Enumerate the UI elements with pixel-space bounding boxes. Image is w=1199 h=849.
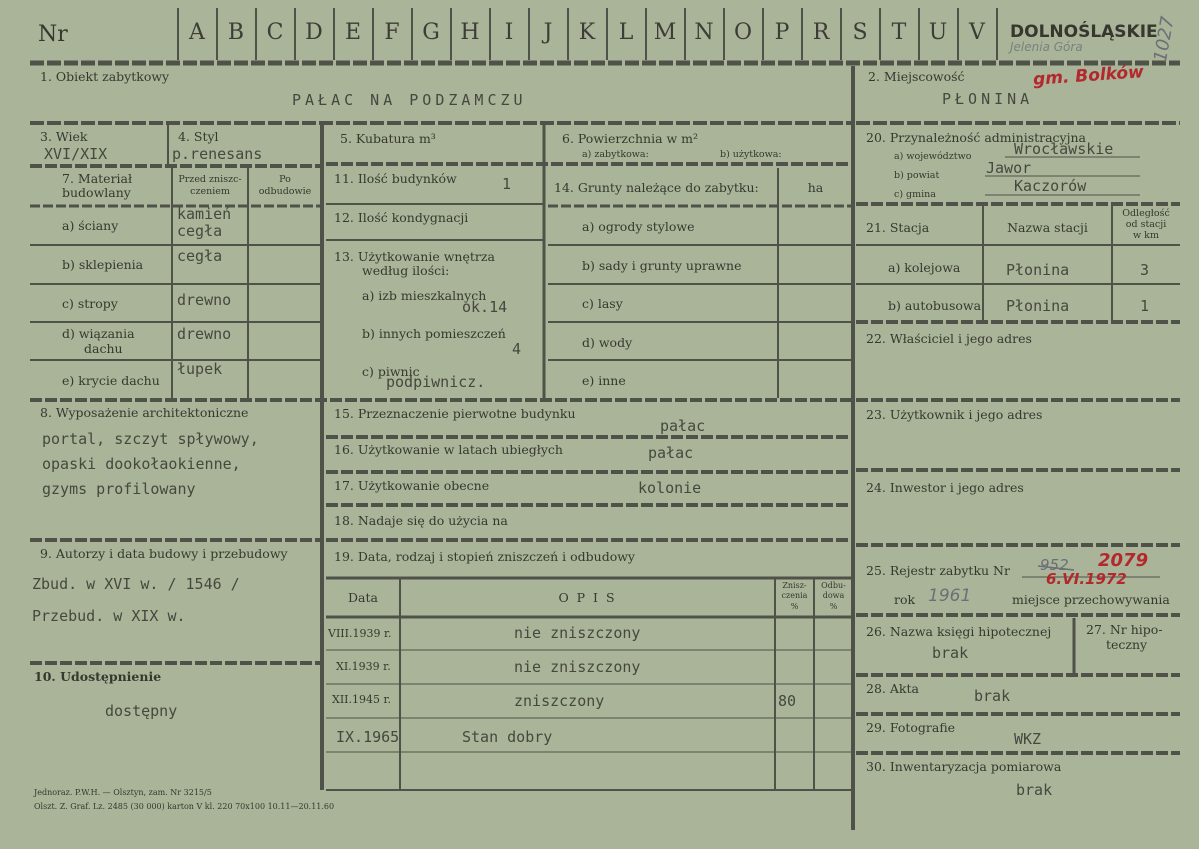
index-letter: F: [384, 20, 400, 45]
f14-label: 14. Grunty należące do zabytku:: [554, 180, 759, 195]
f7-row-label: e) krycie dachu: [62, 373, 160, 388]
f25-old-number: 952: [1040, 556, 1069, 574]
handwritten-region: Jelenia Góra: [1010, 40, 1083, 54]
f2-handwritten-commune: gm. Bolków: [1032, 62, 1145, 90]
f25-date-handwritten: 6.VI.1972: [1046, 570, 1127, 588]
f19-col-date: Data: [348, 590, 378, 605]
index-letter: U: [928, 20, 948, 45]
f7-col-after-2: odbudowie: [258, 186, 312, 197]
f21-label: 21. Stacja: [866, 220, 930, 235]
f19-row-destruction: 80: [778, 692, 797, 710]
index-letter: J: [543, 20, 553, 45]
f7-row-value: łupek: [177, 360, 223, 378]
f21-row-name: Płonina: [1006, 297, 1070, 315]
f20-a-value: Wrocławskie: [1014, 140, 1114, 158]
f19-label: 19. Data, rodzaj i stopień zniszczeń i odbudowy: [334, 549, 635, 564]
index-letter: T: [891, 20, 907, 45]
f4-value: p.renesans: [172, 145, 263, 163]
index-letter: A: [189, 20, 205, 45]
f7-row-value: kamień: [177, 205, 232, 223]
f20-c-value: Kaczorów: [1014, 177, 1087, 195]
region-label: DOLNOŚLĄSKIE: [1010, 22, 1158, 42]
f13-c-label: c) piwnic: [362, 364, 420, 379]
f4-label: 4. Styl: [178, 129, 219, 144]
f15-value: pałac: [660, 417, 706, 435]
f15-label: 15. Przeznaczenie pierwotne budynku: [334, 406, 576, 421]
f7-col-after-1: Po: [279, 174, 291, 185]
f9-line: Zbud. w XVI w. / 1546 /: [32, 575, 240, 593]
index-letter: M: [653, 20, 677, 45]
f7-col-before-1: Przed zniszc-: [178, 174, 242, 185]
f13-b-label: b) innych pomieszczeń: [362, 326, 506, 341]
f17-label: 17. Użytkowanie obecne: [334, 478, 490, 493]
f19-col-z3: %: [790, 602, 799, 611]
f5-label: 5. Kubatura m³: [340, 131, 436, 146]
f19-col-z2: czenia: [781, 591, 808, 600]
f30-value: brak: [1016, 781, 1053, 799]
index-letter: I: [504, 20, 514, 45]
f25-rok-label: rok: [894, 592, 916, 607]
index-letter: S: [852, 20, 868, 45]
f19-col-desc: O P I S: [558, 590, 617, 605]
f9-line: Przebud. w XIX w.: [32, 607, 186, 625]
f20-b-label: b) powiat: [894, 170, 940, 181]
f21-col-name: Nazwa stacji: [1007, 220, 1088, 235]
index-letter: O: [733, 20, 753, 45]
f6-a-label: a) zabytkowa:: [582, 149, 649, 160]
f21-col-dist-2: od stacji: [1125, 219, 1167, 230]
f14-row: b) sady i grunty uprawne: [582, 258, 742, 273]
index-letter: R: [812, 20, 830, 45]
f25-new-number: 2079: [1098, 550, 1149, 571]
nr-label: Nr: [38, 22, 68, 47]
footer-line-1: Jednoraz. P.W.H. — Olsztyn, zam. Nr 3215/5: [34, 788, 212, 797]
footer-line-2: Olszt. Z. Graf. Lz. 2485 (30 000) karton V kl. 220 70x100 10.11—20.11.60: [34, 802, 335, 811]
f27-label-2: teczny: [1106, 637, 1148, 652]
f25-place-label: miejsce przechowywania: [1012, 592, 1170, 607]
f26-label: 26. Nazwa księgi hipotecznej: [866, 624, 1052, 639]
f21-row-dist: 1: [1140, 297, 1150, 315]
f1-label: 1. Obiekt zabytkowy: [40, 69, 170, 84]
f8-line: gzyms profilowany: [42, 480, 196, 498]
f29-value: WKZ: [1014, 730, 1042, 748]
index-letter: L: [618, 20, 634, 45]
f10-value: dostępny: [105, 702, 178, 720]
f16-value: pałac: [648, 444, 694, 462]
f7-col-before-2: czeniem: [190, 186, 230, 197]
index-letter: D: [305, 20, 323, 45]
f18-label: 18. Nadaje się do użycia na: [334, 513, 508, 528]
f19-row-date: IX.1965: [336, 728, 400, 746]
index-letter: C: [266, 20, 284, 45]
f22-label: 22. Właściciel i jego adres: [866, 331, 1032, 346]
f14-row: e) inne: [582, 373, 626, 388]
f29-label: 29. Fotografie: [866, 720, 956, 735]
f20-c-label: c) gmina: [894, 189, 936, 200]
f8-line: opaski dookołaokienne,: [42, 455, 241, 473]
f19-col-o2: dowa: [822, 591, 845, 600]
f3-label: 3. Wiek: [40, 129, 88, 144]
f11-value: 1: [502, 175, 512, 193]
f26-value: brak: [932, 644, 969, 662]
f7-row-label: a) ściany: [62, 218, 119, 233]
f14-row: c) lasy: [582, 296, 623, 311]
index-letter: G: [422, 20, 440, 45]
f17-value: kolonie: [638, 479, 702, 497]
f28-value: brak: [974, 687, 1011, 705]
f21-row-type: b) autobusowa: [888, 298, 982, 313]
f2-label: 2. Miejscowość: [868, 69, 965, 84]
index-letter: B: [227, 20, 245, 45]
f25-rok-value: 1961: [928, 586, 972, 606]
f21-col-dist-1: Odległość: [1122, 208, 1170, 219]
f8-line: portal, szczyt spływowy,: [42, 430, 259, 448]
f24-label: 24. Inwestor i jego adres: [866, 480, 1024, 495]
f27-label-1: 27. Nr hipo-: [1086, 622, 1163, 637]
f7-row-label: d) wiązania: [62, 326, 135, 341]
f19-col-o1: Odbu-: [821, 581, 846, 590]
f13-label-2: według ilości:: [362, 263, 450, 278]
index-letter: K: [578, 20, 596, 45]
f13-label-1: 13. Użytkowanie wnętrza: [334, 249, 495, 264]
f7-label-2: budowlany: [62, 185, 131, 200]
f7-row-label: b) sklepienia: [62, 257, 144, 272]
card-number: 1027: [1150, 14, 1179, 64]
f7-row-value: drewno: [177, 291, 232, 309]
f13-a-value: ok.14: [462, 298, 508, 316]
f30-label: 30. Inwentaryzacja pomiarowa: [866, 759, 1062, 774]
f19-row-desc: nie zniszczony: [514, 624, 641, 642]
f14-unit: ha: [807, 180, 824, 195]
f16-label: 16. Użytkowanie w latach ubiegłych: [334, 442, 563, 457]
f11-label: 11. Ilość budynków: [334, 171, 457, 186]
f13-b-value: 4: [512, 340, 522, 358]
f19-row-desc: Stan dobry: [462, 728, 553, 746]
index-letter: H: [460, 20, 480, 45]
f19-row-date: XI.1939 r.: [336, 660, 391, 673]
f14-row: d) wody: [582, 335, 633, 350]
f10-label: 10. Udostępnienie: [34, 669, 162, 684]
f19-col-o3: %: [829, 602, 838, 611]
f23-label: 23. Użytkownik i jego adres: [866, 407, 1043, 422]
f19-col-z1: Znisz-: [782, 581, 807, 590]
f1-value: PAŁAC NA PODZAMCZU: [292, 91, 527, 109]
f20-b-value: Jawor: [986, 159, 1032, 177]
f3-value: XVI/XIX: [44, 145, 108, 163]
f13-c-value: podpiwnicz.: [386, 373, 486, 391]
f21-col-dist-3: w km: [1133, 230, 1159, 241]
f14-row: a) ogrody stylowe: [582, 219, 695, 234]
f20-label: 20. Przynależność administracyjna: [866, 130, 1086, 145]
f21-row-type: a) kolejowa: [888, 260, 961, 275]
f6-b-label: b) użytkowa:: [720, 149, 782, 160]
f19-row-date: VIII.1939 r.: [328, 627, 392, 640]
f7-row-value: drewno: [177, 325, 232, 343]
f25-label: 25. Rejestr zabytku Nr: [866, 563, 1010, 578]
index-letter: E: [344, 20, 362, 45]
f19-row-date: XII.1945 r.: [332, 693, 392, 706]
f9-label: 9. Autorzy i data budowy i przebudowy: [40, 546, 288, 561]
f28-label: 28. Akta: [866, 681, 919, 696]
f19-row-desc: zniszczony: [514, 692, 605, 710]
f20-a-label: a) województwo: [894, 151, 972, 162]
f19-row-desc: nie zniszczony: [514, 658, 641, 676]
f12-label: 12. Ilość kondygnacji: [334, 210, 469, 225]
index-letter: P: [774, 20, 790, 45]
f13-a-label: a) izb mieszkalnych: [362, 288, 487, 303]
index-letter: V: [969, 20, 985, 45]
f7-row-value: cegła: [177, 247, 223, 265]
f21-row-dist: 3: [1140, 261, 1150, 279]
f7-row-label-2: dachu: [84, 341, 123, 356]
f7-row-value-2: cegła: [177, 222, 223, 240]
f8-label: 8. Wyposażenie architektoniczne: [40, 405, 249, 420]
index-letter: N: [694, 20, 714, 45]
f21-row-name: Płonina: [1006, 261, 1070, 279]
f6-label: 6. Powierzchnia w m²: [562, 131, 699, 146]
f7-row-label: c) stropy: [62, 296, 118, 311]
f7-label-1: 7. Materiał: [62, 171, 133, 186]
f2-value: PŁONINA: [942, 90, 1034, 108]
